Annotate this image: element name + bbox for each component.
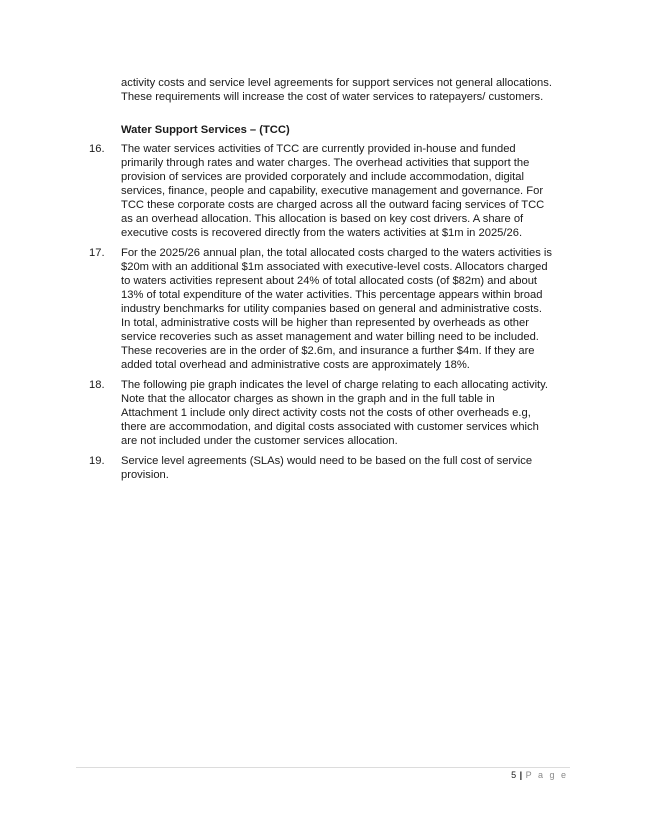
footer-separator: | [519,770,523,780]
page-number: 5 [511,770,517,780]
footer-divider [76,767,570,768]
numbered-paragraph-18 [0,378,645,448]
section-heading: Water Support Services – (TCC) [121,124,290,136]
paragraph-text: The following pie graph indicates the level of charge relating to each allocating activity. Note that the allocator charges as shown in the graph and in the full table in Attachment 1 include only direct activity costs not the costs of other overheads e.g, there are accommodation, and digital costs associated with customer services which are not included under the customer services allocation. [121,379,549,447]
paragraph-number: 16. [89,143,105,155]
paragraph-text: Service level agreements (SLAs) would need to be based on the full cost of service provision. [121,455,533,481]
continued-paragraph: activity costs and service level agreements for support services not general allocations. These requirements will increase the cost of water services to ratepayers/ customers. [121,77,552,103]
paragraph-number: 17. [89,247,105,259]
numbered-paragraph-19 [0,454,645,482]
paragraph-text: The water services activities of TCC are currently provided in-house and funded primarily through rates and water charges. The overhead activities that support the provision of services are provided corporately and include accommodation, digital services, finance, people and capability, executive management and governance. For TCC these corporate costs are charged across all the outward facing services of TCC as an overhead allocation. This allocation is based on key cost drivers. A share of executive costs is recovered directly from the waters activities at $1m in 2025/26. [121,143,545,239]
numbered-paragraph-16 [0,142,645,240]
page-content [0,76,645,482]
paragraph-text: For the 2025/26 annual plan, the total allocated costs charged to the waters activities is $20m with an additional $1m associated with executive-level costs. Allocators charged to waters activities represent about 24% of total allocated costs (of $82m) and about 13% of total expenditure of the water activities. This percentage appears within broad industry benchmarks for utility companies based on general and administrative costs. In total, administrative costs will be higher than represented by overheads as other service recoveries such as asset management and water billing need to be included. These recoveries are in the order of $2.6m, and insurance a further $4m. If they are added total overhead and administrative costs are approximately 18%. [121,247,552,371]
paragraph-number: 18. [89,379,105,391]
page-footer [511,770,568,781]
numbered-paragraph-17 [0,246,645,372]
paragraph-number: 19. [89,455,105,467]
page-label: P a g e [525,770,568,780]
